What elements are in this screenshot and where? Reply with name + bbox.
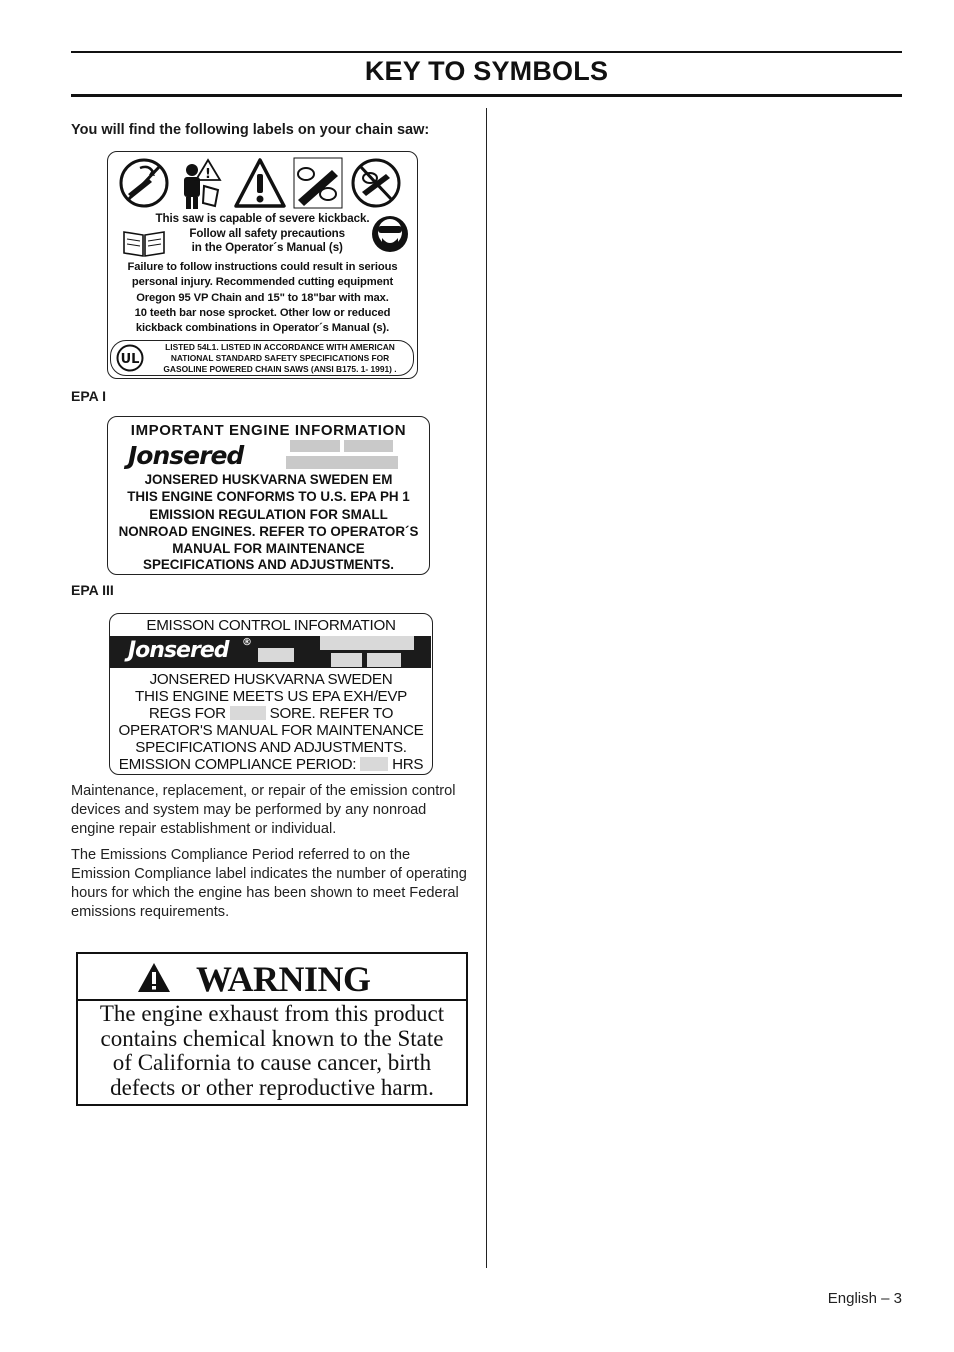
kickback-text-2: Follow all safety precautions	[189, 227, 346, 240]
ul-listing-band	[110, 340, 414, 376]
warning-triangle-icon	[136, 961, 172, 994]
brand-band	[110, 636, 431, 668]
ul-mark-icon	[116, 344, 144, 372]
epa1-line-6: MANUAL FOR MAINTENANCE	[172, 541, 365, 556]
redacted-field	[290, 440, 340, 452]
warning-line-3: of California to cause cancer, birth	[112, 1050, 432, 1075]
hazard-triangle-icon	[234, 156, 286, 210]
epa3-heading: EPA III	[71, 582, 114, 598]
warning-box	[76, 952, 468, 1106]
svg-text:!: !	[205, 167, 211, 182]
epa3-line-7	[110, 756, 432, 773]
warning-body	[78, 1002, 466, 1100]
ul-text-3: GASOLINE POWERED CHAIN SAWS (ANSI B175. 1- 1991) .	[163, 364, 397, 374]
epa3-sore: SORE. REFER TO	[269, 705, 394, 722]
redacted-field	[320, 636, 414, 650]
epa3-line-5: OPERATOR'S MANUAL FOR MAINTENANCE	[118, 722, 424, 739]
page-footer: English – 3	[827, 1290, 902, 1307]
epa3-compliance-period: EMISSION COMPLIANCE PERIOD:	[118, 756, 357, 773]
no-one-hand-icon	[350, 156, 402, 210]
epa1-line-4: EMISSION REGULATION FOR SMALL	[149, 507, 388, 522]
kickback-text-4: Failure to follow instructions could result in serious	[127, 261, 398, 273]
epa3-line-1: EMISSON CONTROL INFORMATION	[146, 617, 396, 634]
epa3-hrs: HRS	[392, 756, 424, 773]
pictogram-row	[116, 156, 411, 214]
jonsered-logo: Jonsered	[128, 638, 229, 663]
column-divider	[486, 108, 487, 1268]
redacted-field	[367, 653, 401, 667]
kickback-icon	[118, 156, 170, 210]
maintenance-paragraph: Maintenance, replacement, or repair of the emission control devices and system may be performed by any nonroad engine repair establishment or individual.	[71, 783, 456, 837]
kickback-text-5: personal injury. Recommended cutting equipment	[131, 276, 394, 288]
kickback-text-1: This saw is capable of severe kickback.	[155, 212, 370, 225]
kickback-text-8: kickback combinations in Operator´s Manual (s).	[135, 322, 390, 334]
jonsered-logo: Jonsered	[128, 441, 244, 470]
warning-line-1: The engine exhaust from this product	[99, 1001, 445, 1026]
redacted-field	[286, 456, 398, 469]
operator-warning-icon	[176, 156, 228, 210]
ul-text-2: NATIONAL STANDARD SAFETY SPECIFICATIONS FOR	[170, 353, 390, 363]
epa3-line-4	[110, 705, 432, 722]
epa3-regs-for: REGS FOR	[148, 705, 226, 722]
epa1-line-1: IMPORTANT ENGINE INFORMATION	[130, 422, 407, 439]
redacted-field	[230, 706, 266, 720]
warning-line-2: contains chemical known to the State	[100, 1025, 444, 1051]
redacted-field	[331, 653, 362, 667]
compliance-paragraph: The Emissions Compliance Period referred to on the Emission Compliance label indicates the number of operating hours for which the engine has been shown to meet Federal emissions requirements.	[71, 847, 467, 920]
epa1-heading: EPA I	[71, 388, 107, 404]
epa3-label	[109, 613, 433, 775]
epa1-line-7: SPECIFICATIONS AND ADJUSTMENTS.	[143, 557, 394, 572]
epa1-line-2: JONSERED HUSKVARNA SWEDEN EM	[144, 472, 393, 487]
page-title: KEY TO SYMBOLS	[364, 56, 609, 86]
epa1-label	[107, 416, 430, 575]
two-hand-grip-icon	[292, 156, 344, 210]
epa3-line-6: SPECIFICATIONS AND ADJUSTMENTS.	[135, 739, 407, 756]
epa3-line-2: JONSERED HUSKVARNA SWEDEN	[149, 671, 393, 688]
epa1-line-3: THIS ENGINE CONFORMS TO U.S. EPA PH 1	[127, 489, 410, 504]
kickback-text-7: 10 teeth bar nose sprocket. Other low or reduced	[134, 307, 391, 319]
ul-mark-text: UL	[120, 352, 140, 367]
warning-title: WARNING	[196, 959, 371, 999]
warning-header	[78, 954, 466, 1001]
top-rule	[71, 51, 902, 53]
ul-text-1: LISTED 54L1. LISTED IN ACCORDANCE WITH AMERICAN	[165, 342, 395, 352]
redacted-field	[344, 440, 393, 452]
redacted-field	[258, 648, 294, 662]
redacted-field	[360, 757, 388, 771]
intro-text: You will find the following labels on your chain saw:	[71, 122, 430, 138]
epa3-line-3: THIS ENGINE MEETS US EPA EXH/EVP	[135, 688, 407, 705]
registered-mark: ®	[242, 637, 252, 648]
epa1-line-5: NONROAD ENGINES. REFER TO OPERATOR´S	[118, 524, 419, 539]
kickback-text-6: Oregon 95 VP Chain and 15" to 18"bar with max.	[136, 292, 389, 304]
kickback-text-3: in the Operator´s Manual (s)	[191, 241, 343, 254]
title-underline	[71, 94, 902, 97]
kickback-label	[107, 151, 418, 379]
warning-line-4: defects or other reproductive harm.	[110, 1074, 434, 1100]
